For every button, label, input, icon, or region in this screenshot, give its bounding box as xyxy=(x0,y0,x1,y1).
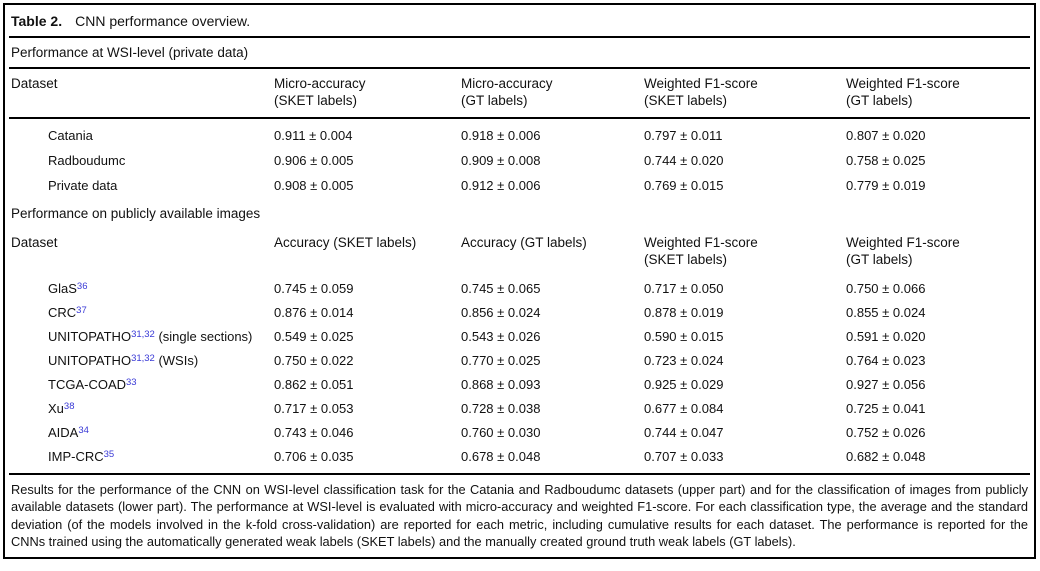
value-cell: 0.752 ± 0.026 xyxy=(846,424,926,440)
table-row-glas xyxy=(9,276,1030,300)
value-cell: 0.779 ± 0.019 xyxy=(846,178,926,193)
value-cell: 0.758 ± 0.025 xyxy=(846,153,926,168)
dataset-cell xyxy=(11,377,274,392)
value-cell: 0.760 ± 0.030 xyxy=(461,424,541,440)
citation-superscript[interactable]: 31,32 xyxy=(131,328,155,340)
column-header xyxy=(644,75,846,109)
value-cell: 0.925 ± 0.029 xyxy=(644,376,724,392)
value-cell: 0.743 ± 0.046 xyxy=(274,424,354,440)
table-row-private-data xyxy=(9,173,1030,198)
table-frame xyxy=(3,3,1036,559)
column-header-line1: Micro-accuracy xyxy=(461,76,553,91)
header-row-upper xyxy=(9,69,1030,119)
dataset-name: Xu xyxy=(48,400,64,416)
citation-superscript[interactable]: 38 xyxy=(63,400,75,412)
value-cell: 0.912 ± 0.006 xyxy=(461,178,541,193)
value-cell: 0.723 ± 0.024 xyxy=(644,352,724,368)
citation-superscript[interactable]: 37 xyxy=(76,304,87,316)
value-cell: 0.918 ± 0.006 xyxy=(461,128,541,143)
citation-superscript[interactable]: 36 xyxy=(76,280,88,292)
section-heading-wsi-level: Performance at WSI-level (private data) xyxy=(9,38,1030,69)
column-header xyxy=(846,75,1028,109)
value-cell: 0.745 ± 0.065 xyxy=(461,280,541,296)
value-cell: 0.678 ± 0.048 xyxy=(461,448,541,464)
value-cell: 0.856 ± 0.024 xyxy=(461,304,541,320)
column-header xyxy=(274,234,461,268)
column-header-line1: Weighted F1-score xyxy=(644,76,758,91)
dataset-name: UNITOPATHO xyxy=(48,328,132,344)
value-cell: 0.591 ± 0.020 xyxy=(846,328,926,344)
lower-rows xyxy=(9,276,1030,473)
dataset-name: UNITOPATHO xyxy=(48,352,132,368)
citation-superscript[interactable]: 34 xyxy=(78,424,89,436)
column-header-line2: (GT labels) xyxy=(846,93,913,108)
table-title-text: CNN performance overview. xyxy=(75,13,251,29)
dataset-cell xyxy=(11,281,274,296)
dataset-cell xyxy=(11,178,274,193)
dataset-name: Private data xyxy=(48,178,118,193)
column-header-line1: Dataset xyxy=(11,235,58,250)
dataset-cell xyxy=(11,329,274,344)
value-cell: 0.908 ± 0.005 xyxy=(274,178,354,193)
value-cell: 0.909 ± 0.008 xyxy=(461,153,541,168)
value-cell: 0.543 ± 0.026 xyxy=(461,328,541,344)
dataset-cell xyxy=(11,401,274,416)
value-cell: 0.744 ± 0.047 xyxy=(644,424,724,440)
table-row-aida xyxy=(9,420,1030,444)
value-cell: 0.862 ± 0.051 xyxy=(274,376,354,392)
dataset-name: Catania xyxy=(48,128,93,143)
value-cell: 0.927 ± 0.056 xyxy=(846,376,926,392)
table-row-unitopatho-wsis xyxy=(9,348,1030,372)
column-header-line1: Weighted F1-score xyxy=(644,235,758,250)
table-number: Table 2. xyxy=(11,13,63,29)
value-cell: 0.876 ± 0.014 xyxy=(274,304,354,320)
column-header xyxy=(461,75,644,109)
upper-rows xyxy=(9,119,1030,199)
dataset-cell xyxy=(11,449,274,464)
dataset-cell xyxy=(11,305,274,320)
table-row-crc xyxy=(9,300,1030,324)
citation-superscript[interactable]: 31,32 xyxy=(131,352,155,364)
dataset-cell xyxy=(11,353,274,368)
dataset-name: TCGA-COAD xyxy=(48,376,126,392)
column-header-line1: Weighted F1-score xyxy=(846,76,960,91)
value-cell: 0.744 ± 0.020 xyxy=(644,153,724,168)
dataset-name: GlaS xyxy=(48,280,77,296)
table-footnote: Results for the performance of the CNN on WSI-level classification task for the Catania and Radboudumc datasets (upper part) and for the classification of images from publicly available datasets (lower part). The performance at WSI-level is evaluated with micro-accuracy and weighted F1-score. For each classification type, the average and the standard deviation (of the models involved in the k-fold cross-validation) are reported for each metric, including cumulative results for each dataset. The performance is reported for the CNNs trained using the automatically generated weak labels (SKET labels) and the manually created ground truth weak labels (GT labels). xyxy=(9,473,1030,559)
value-cell: 0.590 ± 0.015 xyxy=(644,328,724,344)
column-header-line1: Micro-accuracy xyxy=(274,76,366,91)
column-header-line2: (SKET labels) xyxy=(644,252,728,267)
value-cell: 0.911 ± 0.004 xyxy=(274,128,353,143)
value-cell: 0.728 ± 0.038 xyxy=(461,400,541,416)
value-cell: 0.906 ± 0.005 xyxy=(274,153,354,168)
value-cell: 0.717 ± 0.050 xyxy=(644,280,724,296)
value-cell: 0.770 ± 0.025 xyxy=(461,352,541,368)
value-cell: 0.682 ± 0.048 xyxy=(846,448,926,464)
column-header xyxy=(11,75,274,109)
column-header xyxy=(274,75,461,109)
value-cell: 0.769 ± 0.015 xyxy=(644,178,724,193)
value-cell: 0.707 ± 0.033 xyxy=(644,448,724,464)
value-cell: 0.725 ± 0.041 xyxy=(846,400,926,416)
value-cell: 0.677 ± 0.084 xyxy=(644,400,724,416)
column-header xyxy=(644,234,846,268)
column-header-line1: Weighted F1-score xyxy=(846,235,960,250)
column-header-line1: Accuracy (GT labels) xyxy=(461,235,587,250)
dataset-cell xyxy=(11,128,274,143)
value-cell: 0.868 ± 0.093 xyxy=(461,376,541,392)
value-cell: 0.878 ± 0.019 xyxy=(644,304,724,320)
table-row-xu xyxy=(9,396,1030,420)
citation-superscript[interactable]: 33 xyxy=(126,376,137,388)
column-header xyxy=(461,234,644,268)
value-cell: 0.717 ± 0.053 xyxy=(274,400,354,416)
value-cell: 0.745 ± 0.059 xyxy=(274,280,354,296)
value-cell: 0.549 ± 0.025 xyxy=(274,328,354,344)
dataset-cell xyxy=(11,425,274,440)
dataset-name: Radboudumc xyxy=(48,153,126,168)
column-header-line1: Accuracy (SKET labels) xyxy=(274,235,417,250)
value-cell: 0.750 ± 0.022 xyxy=(274,352,354,368)
header-row-lower xyxy=(9,228,1030,276)
dataset-name: CRC xyxy=(48,304,77,320)
dataset-name: IMP-CRC xyxy=(48,448,104,464)
table-row-radboudumc xyxy=(9,148,1030,173)
table-row-unitopatho-sections xyxy=(9,324,1030,348)
table-row-imp-crc xyxy=(9,444,1030,468)
value-cell: 0.706 ± 0.035 xyxy=(274,448,354,464)
column-header-line1: Dataset xyxy=(11,76,58,91)
column-header xyxy=(846,234,1028,268)
table-row-tcga-coad xyxy=(9,372,1030,396)
column-header xyxy=(11,234,274,268)
column-header-line2: (GT labels) xyxy=(846,252,913,267)
value-cell: 0.807 ± 0.020 xyxy=(846,128,926,143)
value-cell: 0.855 ± 0.024 xyxy=(846,304,926,320)
dataset-suffix: (single sections) xyxy=(154,328,253,344)
table-row-catania xyxy=(9,123,1030,148)
value-cell: 0.750 ± 0.066 xyxy=(846,280,926,296)
section-heading-public-images: Performance on publicly available images xyxy=(11,206,261,221)
column-header-line2: (SKET labels) xyxy=(274,93,358,108)
value-cell: 0.797 ± 0.011 xyxy=(644,128,723,143)
dataset-suffix: (WSIs) xyxy=(154,352,199,368)
column-header-line2: (SKET labels) xyxy=(644,93,728,108)
dataset-cell xyxy=(11,153,274,168)
value-cell: 0.764 ± 0.023 xyxy=(846,352,926,368)
column-header-line2: (GT labels) xyxy=(461,93,528,108)
table-caption xyxy=(9,5,1030,38)
citation-superscript[interactable]: 35 xyxy=(103,448,115,460)
dataset-name: AIDA xyxy=(48,424,79,440)
